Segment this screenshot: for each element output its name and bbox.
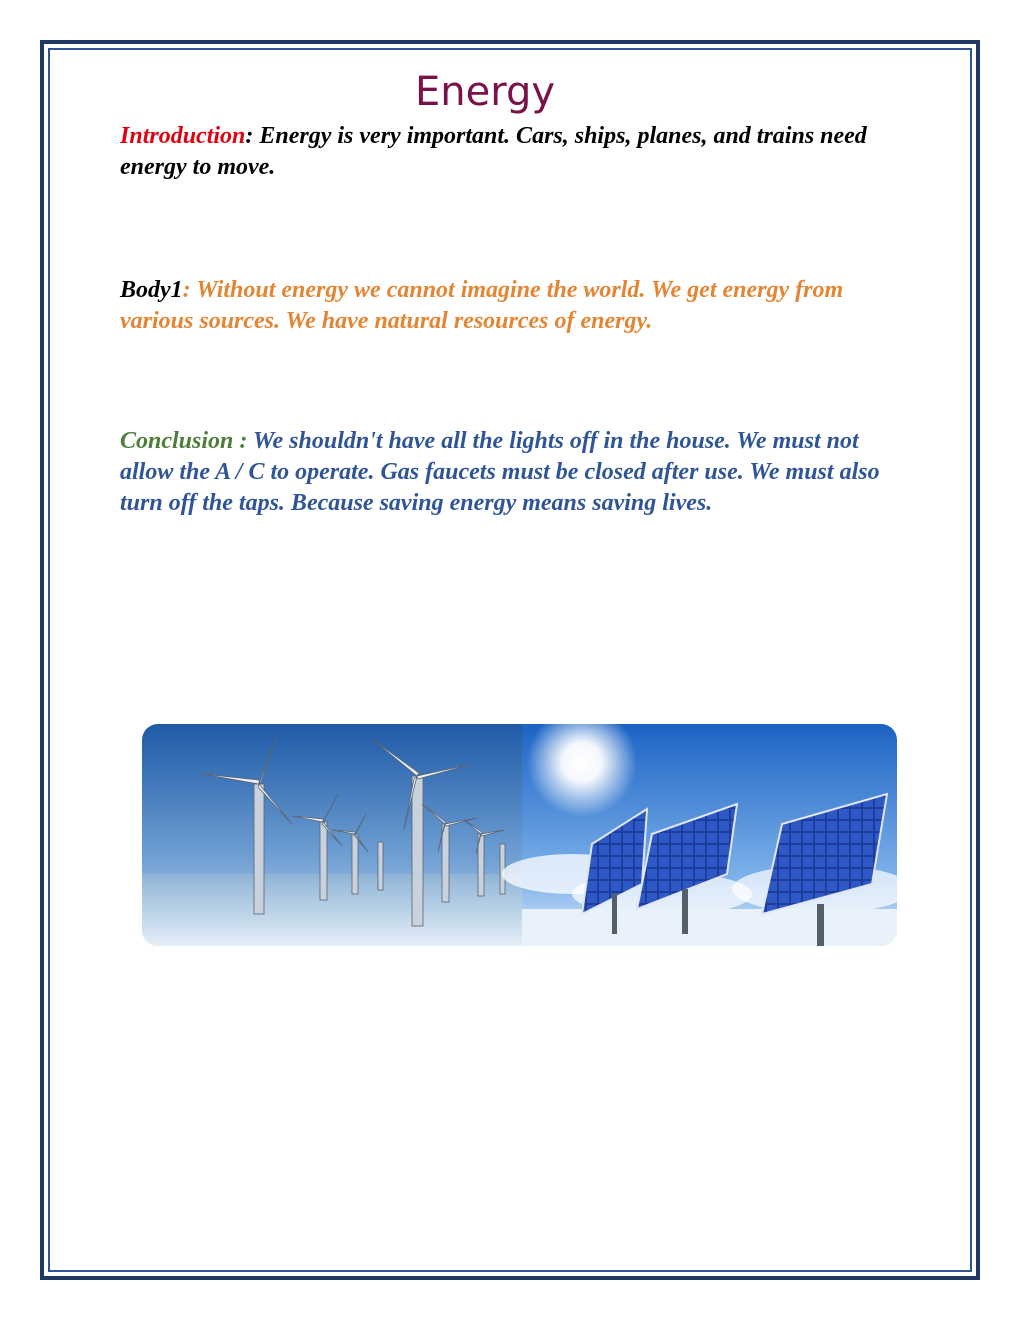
body1-label: Body1 (120, 277, 183, 303)
sea (142, 874, 522, 946)
ground-haze (522, 909, 897, 946)
introduction-paragraph (120, 121, 910, 183)
wind-turbine (352, 834, 358, 894)
page-border-inner (48, 48, 972, 1272)
page-title: Energy (414, 69, 556, 115)
body1-paragraph (120, 275, 910, 337)
wind-turbine (254, 784, 264, 914)
conclusion-label: Conclusion : (120, 428, 248, 454)
introduction-label: Introduction (120, 123, 246, 149)
body1-text: Without energy we cannot imagine the world. We get energy from various sources. We have natural resources of energy. (120, 277, 844, 334)
introduction-separator: : (245, 123, 254, 149)
wind-turbine (442, 824, 449, 902)
wind-turbine (320, 822, 327, 900)
conclusion-text: We shouldn't have all the lights off in the house. We must not allow the A / C to operate. Gas faucets must be closed after use. We must also turn off the taps. Because saving energy means saving lives. (120, 428, 880, 516)
introduction-text: Energy is very important. Cars, ships, planes, and trains need energy to move. (120, 123, 867, 180)
conclusion-paragraph (120, 426, 910, 519)
energy-banner-image (142, 724, 897, 946)
body1-separator: : (182, 277, 191, 303)
wind-turbine (378, 842, 383, 890)
wind-turbine (412, 776, 423, 926)
